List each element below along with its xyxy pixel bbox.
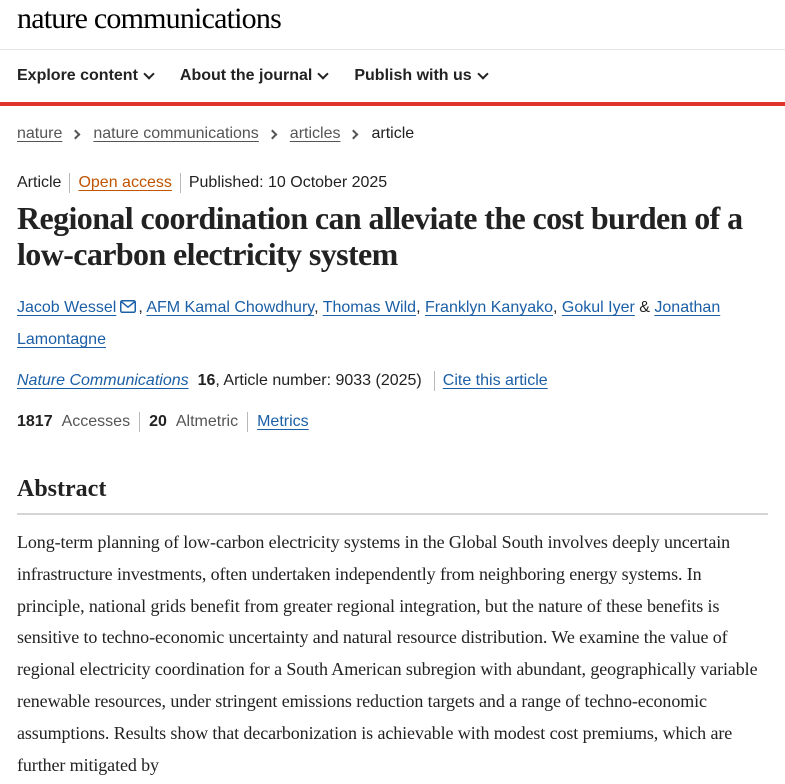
journal-link[interactable]: Nature Communications: [17, 372, 189, 389]
masthead: [0, 0, 785, 50]
article-metrics: [0, 411, 785, 433]
divider: [180, 173, 181, 193]
article-meta: [0, 173, 785, 193]
author-link[interactable]: Gokul Iyer: [561, 299, 635, 316]
accesses-label: Accesses: [61, 413, 131, 430]
author-link[interactable]: AFM Kamal Chowdhury: [146, 299, 315, 316]
main-nav: [0, 50, 785, 106]
article-type: Article: [17, 174, 62, 191]
author-last-separator: &: [634, 299, 655, 316]
open-access-link[interactable]: Open access: [78, 174, 172, 191]
nav-about-journal-label: About the journal: [179, 67, 313, 84]
nav-explore-content-label: Explore content: [17, 67, 138, 84]
chevron-right-icon: [267, 129, 277, 139]
author-link[interactable]: Jacob Wessel: [17, 299, 117, 316]
author-list: [0, 292, 785, 355]
nav-publish-with-us-label: Publish with us: [354, 67, 472, 84]
nav-about-journal[interactable]: [180, 67, 327, 85]
author-link[interactable]: Thomas Wild: [322, 299, 417, 316]
altmetric-label: Altmetric: [175, 413, 239, 430]
cite-this-article-link[interactable]: Cite this article: [442, 372, 548, 389]
author-link[interactable]: Jonathan Lamontagne: [17, 299, 721, 348]
chevron-down-icon: [143, 68, 154, 79]
author-separator: ,: [553, 299, 562, 316]
nav-publish-with-us[interactable]: [354, 67, 486, 85]
author-separator: ,: [138, 299, 147, 316]
breadcrumb-nature[interactable]: nature: [17, 125, 63, 142]
divider: [434, 371, 435, 391]
breadcrumb-current: article: [371, 125, 415, 142]
chevron-down-icon: [318, 68, 329, 79]
chevron-down-icon: [477, 68, 488, 79]
article-title: Regional coordination can alleviate the cost burden of a low-carbon electricity system: [17, 200, 743, 272]
divider: [247, 412, 248, 432]
site-logo[interactable]: nature communications: [17, 1, 281, 35]
chevron-right-icon: [349, 129, 359, 139]
author-separator: ,: [416, 299, 425, 316]
breadcrumb-nature-communications[interactable]: nature communications: [93, 125, 259, 142]
breadcrumb-articles[interactable]: articles: [289, 125, 341, 142]
author-separator: ,: [314, 299, 323, 316]
abstract-heading: Abstract: [17, 476, 768, 515]
published-date: Published: 10 October 2025: [188, 174, 388, 191]
mail-icon[interactable]: [120, 293, 136, 324]
chevron-right-icon: [71, 129, 81, 139]
volume-number: 16: [197, 372, 216, 389]
altmetric-count: 20: [149, 413, 167, 430]
author-link[interactable]: Franklyn Kanyako: [424, 299, 554, 316]
article-number: , Article number: 9033 (2025): [215, 372, 422, 389]
nav-explore-content[interactable]: [17, 67, 153, 85]
divider: [69, 173, 70, 193]
abstract-text: Long-term planning of low-carbon electricity systems in the Global South involves deeply uncertain infrastructure investments, often undertaken independently from neighboring energy systems. In principle, national grids benefit from greater regional integration, but the nature of these benefits is sensitive to techno-economic uncertainty and natural resource distribution. We examine the value of regional electricity coordination for a South American subregion with abundant, geographically variable renewable resources, under stringent emissions reduction targets and a range of techno-economic assumptions. Results show that decarbonization is achievable with modest cost premiums, which are further mitigated by: [17, 532, 758, 775]
citation-line: [0, 370, 785, 392]
breadcrumb: [0, 106, 785, 162]
accesses-count: 1817: [17, 413, 53, 430]
metrics-link[interactable]: Metrics: [257, 413, 309, 430]
divider: [139, 412, 140, 432]
